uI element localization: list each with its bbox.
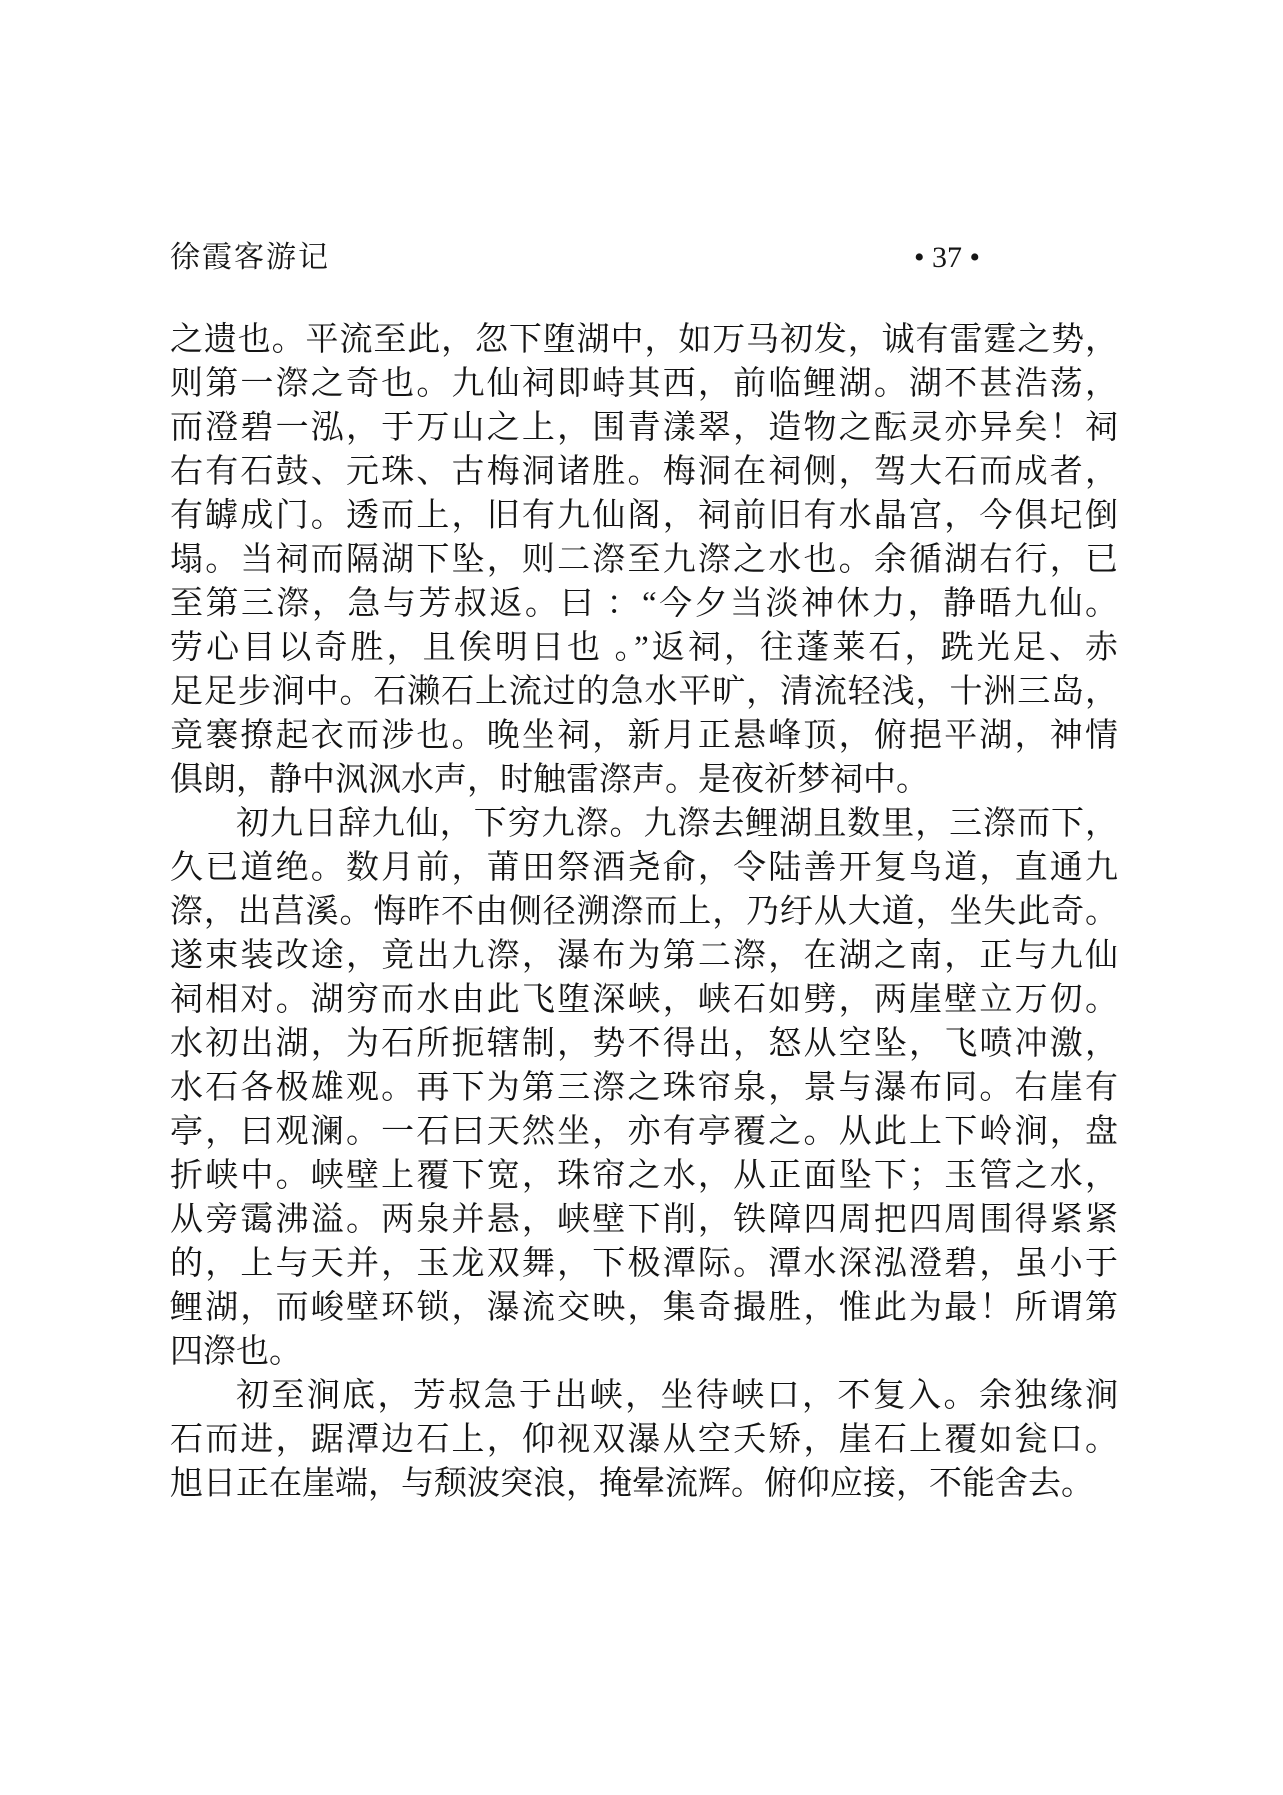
text-line: 的，上与天并，玉龙双舞，下极潭际。潭水深泓澄碧，虽小于 — [170, 1246, 1118, 1282]
text-line: 遂束装改途，竟出九漈，瀑布为第二漈，在湖之南，正与九仙 — [170, 938, 1118, 974]
text-line: 祠相对。湖穷而水由此飞堕深峡，峡石如劈，两崖壁立万仞。 — [170, 982, 1118, 1018]
text-line: 旭日正在崖端，与颓波突浪，掩晕流辉。俯仰应接，不能舍去。 — [170, 1466, 1094, 1502]
text-line: 则第一漈之奇也。九仙祠即峙其西，前临鲤湖。湖不甚浩荡， — [170, 366, 1118, 402]
text-line: 俱朗，静中沨沨水声，时触雷漈声。是夜祈梦祠中。 — [170, 762, 929, 798]
text-line: 有罅成门。透而上，旧有九仙阁，祠前旧有水晶宫，今俱圮倒 — [170, 498, 1118, 534]
text-line: 竟褰撩起衣而涉也。晚坐祠，新月正悬峰顶，俯挹平湖，神情 — [170, 718, 1118, 754]
text-line: 水初出湖，为石所扼辖制，势不得出，怒从空坠，飞喷冲激， — [170, 1026, 1118, 1062]
text-line: 水石各极雄观。再下为第三漈之珠帘泉，景与瀑布同。右崖有 — [170, 1070, 1118, 1106]
text-line: 折峡中。峡壁上覆下宽，珠帘之水，从正面坠下；玉管之水， — [170, 1158, 1118, 1194]
book-title: 徐霞客游记 — [170, 241, 330, 274]
text-line: 石而进，踞潭边石上，仰视双瀑从空夭矫，崖石上覆如瓮口。 — [170, 1422, 1118, 1458]
text-line: 而澄碧一泓，于万山之上，围青漾翠，造物之酝灵亦异矣！祠 — [170, 410, 1118, 446]
text-line: 右有石鼓、元珠、古梅洞诸胜。梅洞在祠侧，驾大石而成者， — [170, 454, 1118, 490]
text-line: 至第三漈，急与芳叔返。曰 ：“今夕当淡神休力，静晤九仙。 — [170, 586, 1118, 622]
text-line: 鲤湖，而峻壁环锁，瀑流交映，集奇撮胜，惟此为最！所谓第 — [170, 1290, 1118, 1326]
page-number: • 37 • — [913, 241, 980, 274]
text-line: 之遗也。平流至此，忽下堕湖中，如万马初发，诚有雷霆之势， — [170, 322, 1118, 358]
text-line: 四漈也。 — [170, 1334, 302, 1370]
text-line: 久已道绝。数月前，莆田祭酒尧俞，令陆善开复鸟道，直通九 — [170, 850, 1118, 886]
text-line: 初九日辞九仙，下穷九漈。九漈去鲤湖且数里，三漈而下， — [236, 806, 1118, 842]
text-line: 亭，曰观澜。一石曰天然坐，亦有亭覆之。从此上下岭涧，盘 — [170, 1114, 1118, 1150]
text-line: 足足步涧中。石濑石上流过的急水平旷，清流轻浅，十洲三岛， — [170, 674, 1118, 710]
text-line: 塌。当祠而隔湖下坠，则二漈至九漈之水也。余循湖右行，已 — [170, 542, 1118, 578]
body-text — [170, 318, 1118, 1506]
page-header — [170, 232, 1118, 276]
text-line: 从旁霭沸溢。两泉并悬，峡壁下削，铁障四周把四周围得紧紧 — [170, 1202, 1118, 1238]
text-line: 漈，出莒溪。悔昨不由侧径溯漈而上，乃纡从大道，坐失此奇。 — [170, 894, 1118, 930]
text-line: 劳心目以奇胜，且俟明日也 。”返祠，往蓬莱石，跣光足、赤 — [170, 630, 1118, 666]
text-line: 初至涧底，芳叔急于出峡，坐待峡口，不复入。余独缘涧 — [236, 1378, 1118, 1414]
